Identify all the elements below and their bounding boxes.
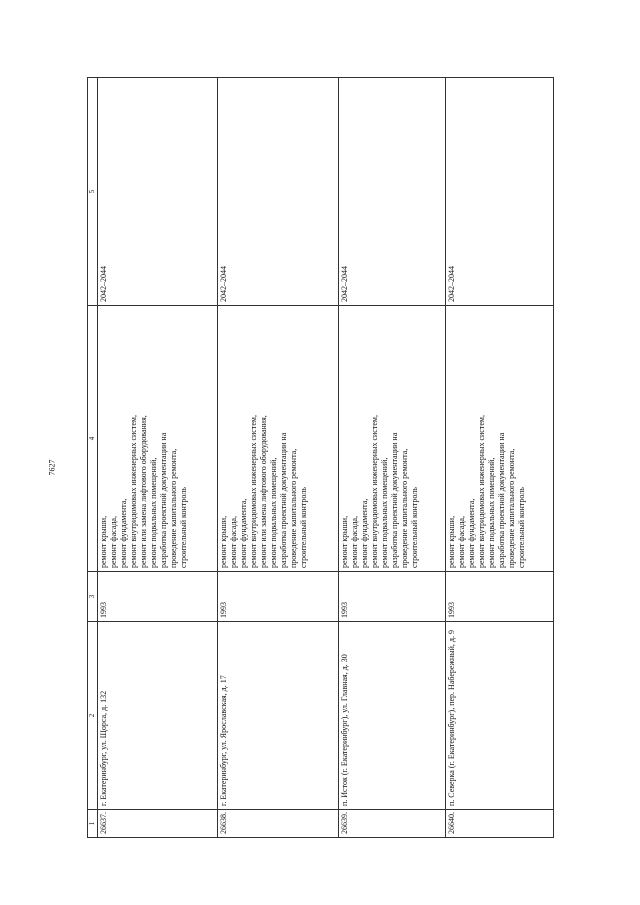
commission-year: 1993 [446,572,554,622]
repair-work-item: ремонт фасада, [229,516,239,568]
repair-work-item: проведение капитального ремонта, [507,448,517,568]
row-number: 26640. [446,810,554,838]
repair-work-item: ремонт фундамента, [359,498,369,568]
commission-year: 1993 [338,572,446,622]
repair-work-item: ремонт подвальных помещений, [487,457,497,568]
repair-works-list [446,306,554,572]
page-number-text: 7627 [47,459,57,475]
repair-work-item: ремонт крыши, [99,515,108,568]
repair-work-item: строительный контроль [179,487,188,568]
repair-work-item: ремонт подвальных помещений, [269,457,279,568]
column-number: 1 [88,810,98,838]
column-number: 2 [88,622,98,810]
repair-work-item: ремонт фасада, [349,516,359,568]
repair-work-item: ремонт внутридомовых инженерных систем, [249,415,259,568]
repair-work-item: ремонт крыши, [447,515,457,568]
repair-period: 2042–2044 [338,78,446,306]
repair-work-item: ремонт фундамента, [119,498,128,568]
repair-period: 2042–2044 [98,78,218,306]
table-row [218,78,338,838]
repair-work-item: ремонт фундамента, [467,498,477,568]
repair-period: 2042–2044 [218,78,338,306]
repair-work-item: разработка проектной документации на [279,432,289,568]
table-row [446,78,554,838]
repair-work-item: разработка проектной документации на [389,432,399,568]
repair-work-item: ремонт внутридомовых инженерных систем, [129,415,138,568]
row-number: 26638. [218,810,338,838]
repair-work-item: строительный контроль [409,487,419,568]
page-number [45,452,59,482]
repair-work-item: строительный контроль [517,487,527,568]
repair-period: 2042–2044 [446,78,554,306]
repair-work-item: разработка проектной документации на [497,432,507,568]
repair-work-item: ремонт крыши, [219,515,229,568]
table-row [98,78,218,838]
repair-works-list [338,306,446,572]
repair-work-item: ремонт крыши, [339,515,349,568]
repair-schedule-table [87,77,554,838]
building-address: п. Исток (г. Екатеринбург), ул. Главная, д. 30 [338,622,446,810]
repair-works-list [98,306,218,572]
column-number: 3 [88,572,98,622]
building-address: г. Екатеринбург, ул. Щорса, д. 132 [98,622,218,810]
building-address: г. Екатеринбург, ул. Ярославская, д. 17 [218,622,338,810]
building-address: п. Северка (г. Екатеринбург), пер. Набережный, д. 9 [446,622,554,810]
column-number: 5 [88,78,98,306]
repair-work-item: разработка проектной документации на [159,432,168,568]
repair-work-item: ремонт фундамента, [239,498,249,568]
repair-work-item: проведение капитального ремонта, [169,448,178,568]
commission-year: 1993 [218,572,338,622]
repair-work-item: ремонт или замена лифтового оборудования, [259,415,269,568]
row-number: 26637. [98,810,218,838]
table-container [87,78,554,838]
repair-work-item: ремонт подвальных помещений, [379,457,389,568]
repair-work-item: ремонт фасада, [109,516,118,568]
repair-work-item: ремонт фасада, [457,516,467,568]
row-number: 26639. [338,810,446,838]
repair-work-item: ремонт или замена лифтового оборудования, [139,415,148,568]
column-number: 4 [88,306,98,572]
repair-work-item: проведение капитального ремонта, [289,448,299,568]
repair-work-item: ремонт внутридомовых инженерных систем, [477,415,487,568]
column-number-row [88,78,98,838]
repair-work-item: ремонт внутридомовых инженерных систем, [369,415,379,568]
table-row [338,78,446,838]
repair-works-list [218,306,338,572]
repair-work-item: строительный контроль [299,487,309,568]
commission-year: 1993 [98,572,218,622]
repair-work-item: ремонт подвальных помещений, [149,457,158,568]
repair-work-item: проведение капитального ремонта, [399,448,409,568]
